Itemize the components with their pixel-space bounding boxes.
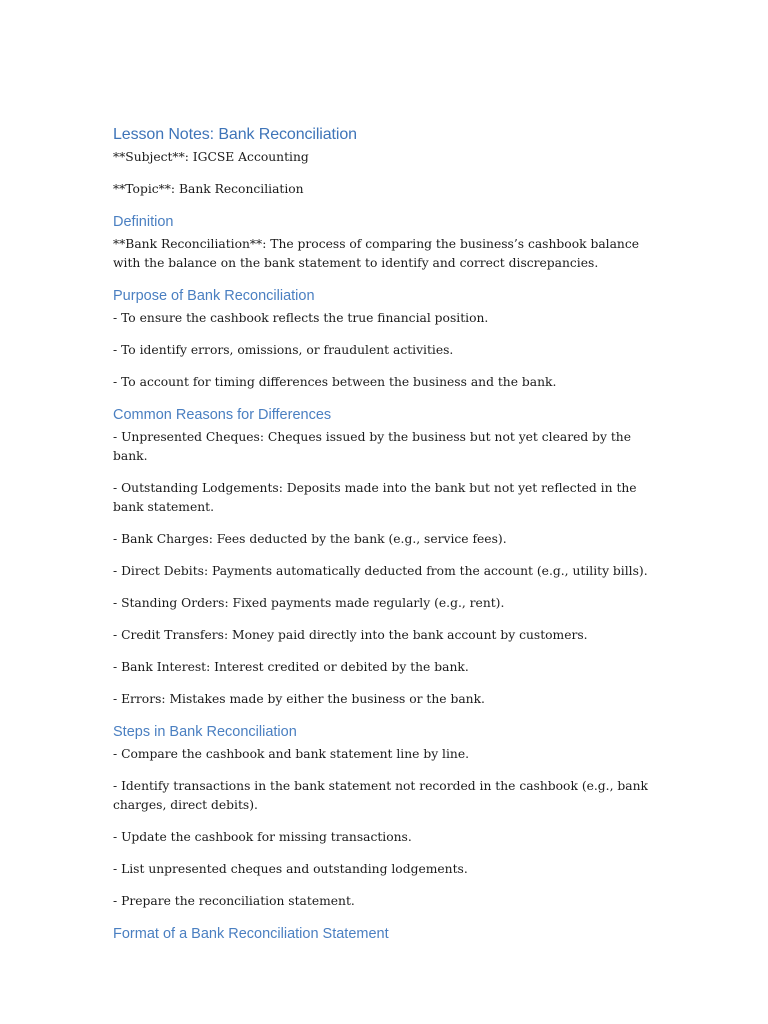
list-item: - Compare the cashbook and bank statement line by line. <box>113 747 470 761</box>
document-page <box>113 124 653 944</box>
definition-heading: Definition <box>113 214 174 230</box>
list-item: - Errors: Mistakes made by either the business or the bank. <box>113 692 485 706</box>
list-item: - Credit Transfers: Money paid directly into the bank account by customers. <box>113 628 588 642</box>
list-item: - Outstanding Lodgements: Deposits made into the bank but not yet reflected in the bank statement. <box>113 481 637 514</box>
list-item: - List unpresented cheques and outstanding lodgements. <box>113 862 468 876</box>
purpose-heading: Purpose of Bank Reconciliation <box>113 288 315 304</box>
format-heading: Format of a Bank Reconciliation Statement <box>113 926 389 942</box>
list-item: - Unpresented Cheques: Cheques issued by the business but not yet cleared by the bank. <box>113 430 632 463</box>
list-item: - Bank Interest: Interest credited or debited by the bank. <box>113 660 469 674</box>
list-item: - Prepare the reconciliation statement. <box>113 894 355 908</box>
list-item: - To ensure the cashbook reflects the true financial position. <box>113 311 489 325</box>
document-title: Lesson Notes: Bank Reconciliation <box>113 126 357 143</box>
list-item: - To identify errors, omissions, or fraudulent activities. <box>113 343 454 357</box>
definition-section <box>113 235 653 273</box>
list-item: - Update the cashbook for missing transactions. <box>113 830 412 844</box>
reasons-heading: Common Reasons for Differences <box>113 407 332 423</box>
list-item: - To account for timing differences between the business and the bank. <box>113 375 557 389</box>
list-item: - Bank Charges: Fees deducted by the bank (e.g., service fees). <box>113 532 507 546</box>
subject-line: **Subject**: IGCSE Accounting <box>113 150 309 164</box>
steps-list <box>113 745 653 911</box>
purpose-list <box>113 309 653 392</box>
reasons-list <box>113 428 653 709</box>
list-item: - Identify transactions in the bank statement not recorded in the cashbook (e.g., bank charges, direct debits). <box>113 779 648 812</box>
list-item: - Standing Orders: Fixed payments made regularly (e.g., rent). <box>113 596 505 610</box>
topic-line: **Topic**: Bank Reconciliation <box>113 182 304 196</box>
definition-text: **Bank Reconciliation**: The process of comparing the business’s cashbook balance with the balance on the bank statement to identify and correct discrepancies. <box>113 237 640 270</box>
steps-heading: Steps in Bank Reconciliation <box>113 724 297 740</box>
list-item: - Direct Debits: Payments automatically deducted from the account (e.g., utility bills). <box>113 564 648 578</box>
